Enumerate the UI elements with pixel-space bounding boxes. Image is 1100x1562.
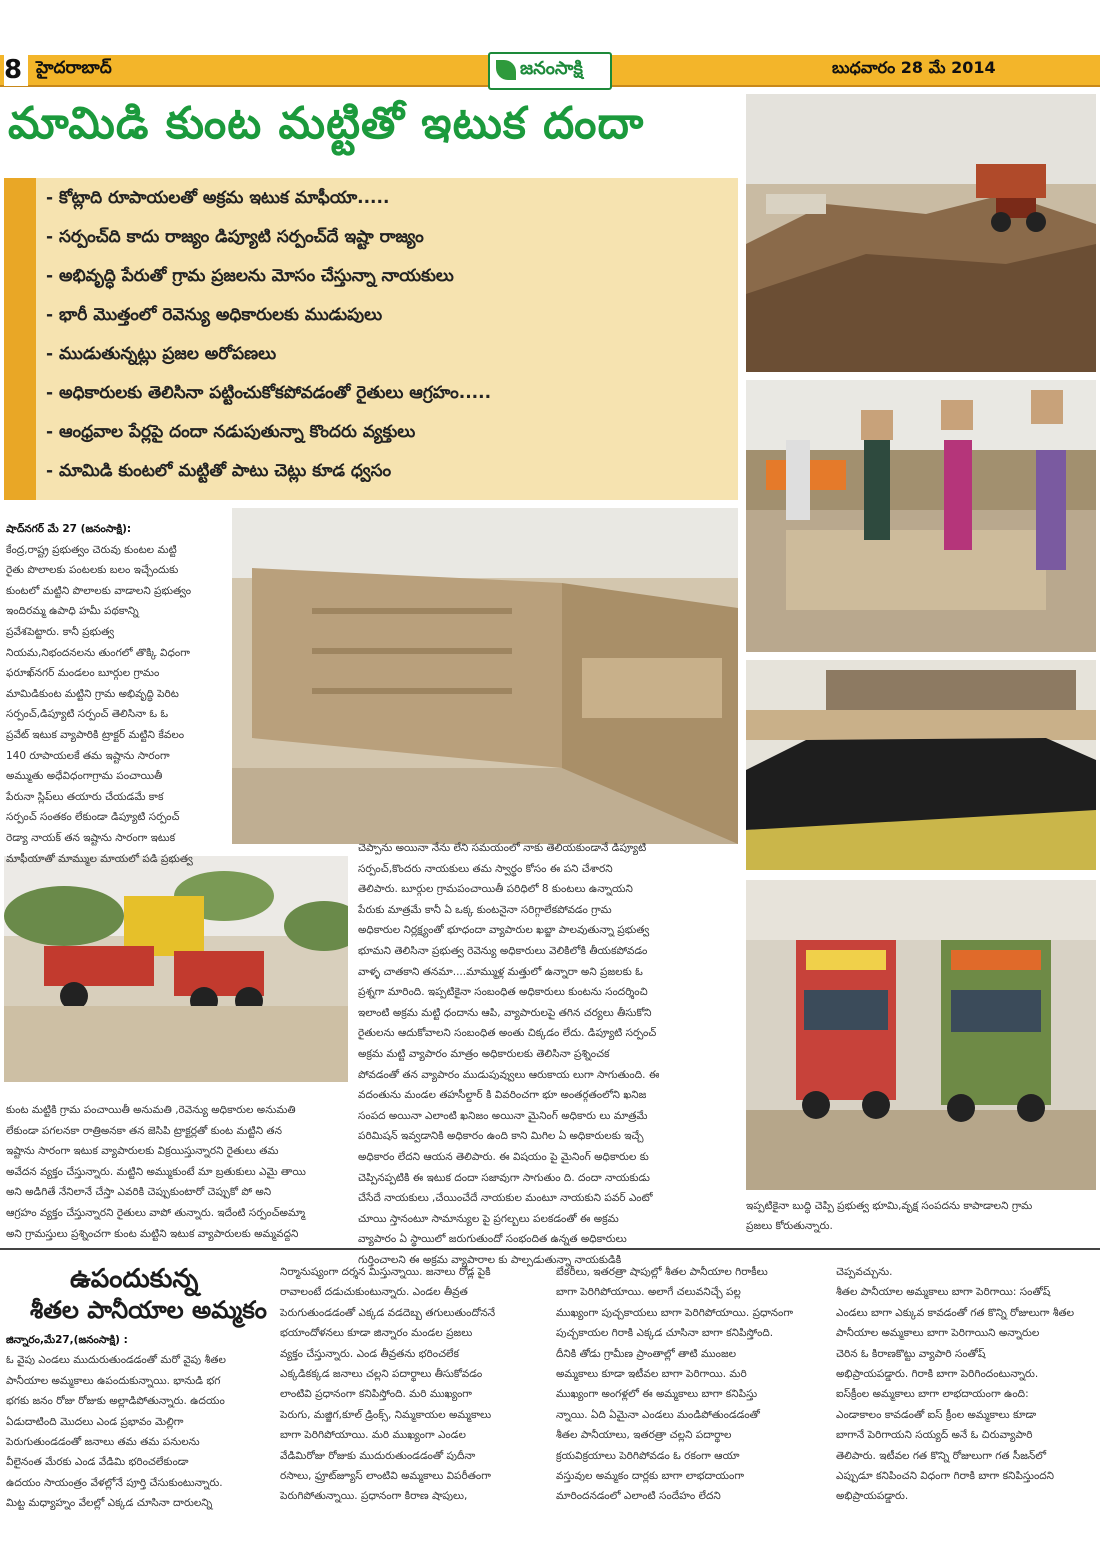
highlight-item: - అధికారులకు తెలిసినా పట్టించుకోకపోవడంతో రైతులు ఆగ్రహం..... xyxy=(46,383,492,403)
highlight-item: - ముడుతున్నట్లు ప్రజల అరోపణలు xyxy=(46,344,277,364)
photo-coal-kiln xyxy=(746,660,1096,870)
article-line: పేరుకు మాత్రమే కానీ ఏ ఒక్క కుంటనైనా సరిగ్గాలేకపోవడం గ్రామ xyxy=(358,903,612,916)
highlight-item: - కోట్లాది రూపాయలతో అక్రమ ఇటుక మాఫీయా..... xyxy=(46,188,390,208)
article-line: ఇష్టాను సారంగా ఇటుక వ్యాపారులకు విక్రయిస్తున్నారని రైతులు తమ xyxy=(6,1145,279,1158)
story2-line: వేడిమిరోజు రోజుకు ముదురుతుండడంతో పుదీనా xyxy=(280,1449,476,1462)
story2-line: భగకు జనం రోజు రోజుకు అల్లాడిపోతున్నారు. ఉదయం xyxy=(6,1395,225,1408)
article-column-2 xyxy=(358,838,738,1270)
article-column-1 xyxy=(6,519,226,869)
article-line: వాళ్ళ చాతకాని తనమా....మామ్ముళ్ల మత్తులో ఉన్నారా అని ప్రజలకు ఓ xyxy=(358,965,643,978)
story2-dateline: జిన్నారం,మే27,(జనంసాక్షి) : xyxy=(6,1334,128,1346)
highlight-item: - మామిడి కుంటలో మట్టితో పాటు చెట్లు కూడ ధ్వసం xyxy=(46,461,392,481)
article-line: అవేదన వ్యక్తం చేస్తున్నారు. మట్టిని అమ్ముకుంటే మా బ్రతుకులు ఎమై తాయి xyxy=(6,1165,306,1178)
story2-line: బేకరీలు, ఇతరత్రా షాపుల్లో శీతల పానీయాల గిరాకీలు xyxy=(556,1266,768,1278)
article-line: మాఫీయాతో మామ్ముల మాయలో పడి ప్రభుత్వ xyxy=(6,852,193,865)
article-line: రైతులను ఆదుకోవాలని సంబంధిత అంతు చిక్కడం లేదు. డిప్యూటి సర్పంచ్ xyxy=(358,1027,657,1040)
story2-line: వస్తువుల అమ్మకం దార్లకు బాగా లాభదాయంగా xyxy=(556,1470,744,1483)
article-line: భూమని తెలిసినా ప్రభుత్వ రెవెన్యు అధికారులు వెలికిలోకి తీయకపోవడం xyxy=(358,944,648,957)
article-line: ఫరూఖ్‌నగర్ మండలం బూర్గుల గ్రామం xyxy=(6,667,160,680)
leaf-icon xyxy=(496,60,516,80)
article-line: అక్రమ మట్టి వ్యాపారం మాత్రం అధికారులకు తెలిసినా ప్రశ్నించక xyxy=(358,1047,610,1060)
story2-line: శీతల పానీయాల అమ్మకాలు బాగా పెరిగాయి: సంతోష్ xyxy=(836,1286,1051,1299)
story2-line: మారిందనడంలో ఎలాంటి సందేహం లేదని xyxy=(556,1490,721,1503)
story2-line: చెరిన ఓ కిరాణకొట్టు వ్యాపారి సంతోష్ xyxy=(836,1347,986,1360)
highlight-item: - భారీ మొత్తంలో రెవెన్యు అధికారులకు ముడుపులు xyxy=(46,305,383,325)
story2-column-2 xyxy=(280,1262,542,1507)
highlights-strip xyxy=(4,178,36,500)
section-divider xyxy=(0,1248,1100,1250)
story2-line: లాంటివి ప్రధానంగా కనిపిస్తోంది. మరి ముఖ్యంగా xyxy=(280,1388,472,1401)
article-column-3 xyxy=(6,1100,348,1244)
caption-line: ఇప్పటికైనా బుద్ధి చెప్పి ప్రభుత్వ భూమి,వృక్ష సంపదను కాపాడాలని గ్రామ xyxy=(746,1200,1033,1212)
main-headline: మామిడి కుంట మట్టితో ఇటుక దందా xyxy=(8,98,645,149)
article-line: కుంట మట్టికి గ్రామ పంచాయితీ అనుమతి ,రెవెన్యు అధికారుల అనుమతి xyxy=(6,1104,296,1116)
article-line: సర్పంచ్,కొందరు నాయకులు తమ స్వార్థం కోసం ఈ పని చేశారని xyxy=(358,862,613,875)
page-number: 8 xyxy=(4,54,28,86)
story2-line: తెలిపారు. ఇటీవల గత కొన్ని రోజులుగా గత సీజన్‌లో xyxy=(836,1449,1047,1462)
story2-line: పుచ్చకాయల గిరాకి ఎక్కడ చూసినా బాగా కనిపిస్తోంది. xyxy=(556,1327,774,1340)
highlights-box xyxy=(4,178,738,500)
story2-headline-2: శీతల పానీయాల అమ్మకం xyxy=(30,1296,267,1324)
story2-line: బాగా పెరిగిపోయాయి. అలాగే చలువనిచ్చే పల్ల xyxy=(556,1286,741,1299)
article-line: అని గ్రామస్తులు ప్రశ్నించగా కుంట మట్టిని ఇటుక వ్యాపారులకు అమ్మవద్దని xyxy=(6,1227,299,1240)
logo-text: జనంసాక్షి xyxy=(520,58,583,79)
article-line: ఆగ్రహం వ్యక్తం చేస్తున్నారని రైతులు వాపో తున్నారు. ఇదేంటి సర్పంచ్‌అమ్మా xyxy=(6,1206,306,1219)
photo-soil-tractor xyxy=(746,94,1096,372)
story2-line: బాగా పెరిగిపోయాయి. మరి ముఖ్యంగా ఎండల xyxy=(280,1429,466,1442)
story2-column-4 xyxy=(836,1262,1096,1507)
story2-line: ఉదయం సాయంత్రం వేళల్లోనే పూర్తి చేసుకుంటున్నారు. xyxy=(6,1476,223,1489)
article-line: నియమ,నిభందనలను తుంగలో తొక్కి విధంగా xyxy=(6,646,190,659)
story2-line: శీతల పానీయాలు, ఇతరత్రా చల్లని పదార్థాల xyxy=(556,1429,732,1442)
story2-line: రావాలంటే దడుచుకుంటున్నారు. ఎండల తీవ్రత xyxy=(280,1286,468,1299)
story2-line: పెరుగు, మజ్జిగ,కూల్ డ్రింక్స్, నిమ్మకాయల అమ్మకాలు xyxy=(280,1408,492,1421)
article-line: పేరునా స్లిప్‌లు తయారు చేయడమే కాక xyxy=(6,790,164,803)
story2-line: నిర్మానుష్యంగా దర్శన మిస్తున్నాయి. జనాలు రోడ్ల పైకి xyxy=(280,1266,491,1278)
story2-line: పెరుగిపోతున్నాయి. ప్రధానంగా కిరాణ షాపులు, xyxy=(280,1490,468,1503)
story2-line: వ్యక్తం చేస్తున్నారు. ఎండ తీవ్రతను భరించలేక xyxy=(280,1347,459,1360)
story2-line: ముఖ్యంగా అంగళ్లలో ఈ అమ్మకాలు బాగా కనిపిస్తు xyxy=(556,1388,758,1401)
story2-headline-1: ఉపందుకున్న xyxy=(70,1264,199,1294)
story2-line: న్నాయి. ఏది ఏమైనా ఎండలు మండిపోతుండడంతో xyxy=(556,1408,760,1421)
story2-column-3 xyxy=(556,1262,822,1507)
article-line: అధికారుల నిర్లక్ష్యంతో భూధందా వ్యాపారుల ఖబ్జా పాలవుతున్నా ప్రభుత్వ xyxy=(358,924,650,937)
article-line: సర్పంచ్,డిప్యూటి సర్పంచ్ తెలిసినా ఓ ఓ xyxy=(6,708,169,721)
article-line: పోవడంతో తన వ్యాపారం ముడుపువ్వులు ఆరుకాయ లుగా సాగుతుంది. ఈ xyxy=(358,1068,660,1081)
story2-line: పానీయాల అమ్మకాలు బాగా పెరిగాయిని అన్నారుల xyxy=(836,1327,1040,1340)
story2-line: క్రయవిక్రయాలు పెరిగిపోవడం ఓ రకంగా ఆయా xyxy=(556,1449,740,1462)
story2-line: అభిప్రాయపడ్డారు. xyxy=(836,1490,909,1503)
article-line: చేసేదే నాయకులు ,చేయించేదే నాయకుల మంటూ నాయకుని పవర్ ఎంటో xyxy=(358,1192,653,1205)
story2-line: వీలైనంత మేరకు ఎండ వేడిమి భరించలేకుండా xyxy=(6,1456,189,1469)
story2-line: ముఖ్యంగా పుచ్చకాయలు బాగా పెరిగిపోయాయి. ప్రధానంగా xyxy=(556,1306,793,1319)
story2-line: ఎప్పుడూ కనిపించని విధంగా గిరాకి బాగా కనిపిస్తుందని xyxy=(836,1470,1055,1483)
article-line: అధికారం లేదని ఆయన తెలిపారు. ఈ విషయం పై మైనింగ్ అధికారుల కు xyxy=(358,1150,649,1163)
story2-line: రసాలు, ఫ్రూట్‌జ్యూస్ లాంటివి అమ్మకాలు విపరీతంగా xyxy=(280,1470,491,1483)
article-line: ఇలాంటి అక్రమ మట్టి ధందాను ఆపి, వ్యాపారులపై తగిన చర్యలు తీసుకోని xyxy=(358,1006,652,1019)
photo-jcb-tractor xyxy=(4,856,348,1082)
photo-trucks xyxy=(746,880,1096,1190)
article-line: రెడ్యా నాయక్ తన ఇష్టాను సారంగా ఇటుక xyxy=(6,831,176,844)
article-line: వ్యాపారం ఏ స్థాయిలో జరుగుతుందో సంభందిత ఉన్నత అధికారులు xyxy=(358,1233,627,1246)
article-line: కేంద్ర,రాష్ట్ర ప్రభుత్వం చెరువు కుంటల మట్టి xyxy=(6,543,177,556)
article-line: కుంటలో మట్టిని పొలాలకు వాడాలని ప్రభుత్వం xyxy=(6,584,192,597)
highlight-item: - సర్పంచ్‌ది కాదు రాజ్యం డిప్యూటి సర్పంచ్‌దే ఇష్టా రాజ్యం xyxy=(46,227,424,247)
article-line: అని అడిగితే నేనిలానే చేస్తా ఎవరికి చెప్పుకుంటారో చెప్పుకో పో అని xyxy=(6,1186,272,1199)
story2-line: అమ్మకాలు కూడా ఇటీవల బాగా పెరిగాయి. మరి xyxy=(556,1368,747,1381)
story2-line: ఓ వైపు ఎండలు ముదురుతుండడంతో మరో వైపు శీతల xyxy=(6,1354,226,1367)
photo-workers-bricks xyxy=(746,380,1096,652)
story2-line: ఐస్‌క్రీంల అమ్మకాలు బాగా లాభదాయంగా ఉంది: xyxy=(836,1388,1029,1401)
article-line: పరిమిషన్ ఇవ్వడానికి అధికారం ఉంది కాని మిగిల ఏ అధికారులకు ఇచ్చే xyxy=(358,1130,644,1143)
article-line: ప్రవేట్ ఇటుక వ్యాపారికి ట్రాక్టర్ మట్టిని కేవలం xyxy=(6,728,185,741)
highlight-item: - అభివృద్ధి పేరుతో గ్రామ ప్రజలను మోసం చేస్తున్నా నాయకులు xyxy=(46,266,454,286)
article-line: 140 రూపాయలకే తమ ఇష్టాను సారంగా xyxy=(6,749,170,762)
story2-line: భయాందోళనలు కూడా జిన్నారం మండల ప్రజలు xyxy=(280,1327,473,1340)
story2-line: అభిప్రాయపడ్డారు. గిరాకి బాగా పెరిగిందంటున్నారు. xyxy=(836,1368,1039,1381)
story2-line: దీనికి తోడు గ్రామీణ ప్రాంతాల్లో తాటి ముంజల xyxy=(556,1347,737,1360)
edition-city: హైదరాబాద్ xyxy=(36,58,112,78)
article-line: అమ్ముతు అధేవిధంగాగ్రామ పంచాయితీ xyxy=(6,770,163,783)
story2-line: చెప్పవచ్చును. xyxy=(836,1266,893,1278)
article-line: రైతు పొలాలకు పంటలకు బలం ఇచ్చేందుకు xyxy=(6,564,179,577)
article-line: తెలిపారు. బూర్గుల గ్రామపంచాయితీ పరిధిలో 8 కుంటలు ఉన్నాయని xyxy=(358,883,633,896)
story2-line: ఎక్కడికక్కడ జనాలు చల్లని పదార్థాలు తీసుకోవడం xyxy=(280,1368,483,1381)
article-line: మామిడికుంట మట్టిని గ్రామ అభివృద్ధి పెరిట xyxy=(6,687,179,700)
story2-line: పానీయాల అమ్మకాలు ఉపందుకున్నాయి. భానుడి భగ xyxy=(6,1374,221,1387)
story2-line: ఎండాకాలం కావడంతో ఐస్ క్రీంల అమ్మకాలు కూడా xyxy=(836,1408,1037,1421)
article-line: చెప్పినప్పటికి ఈ ఇటుక దందా సజావుగా సాగుతుం ది. దందా నాయకుడు xyxy=(358,1171,650,1184)
highlight-item: - ఆంధ్రవాల పేర్లపై దందా నడుపుతున్నా కొందరు వ్యక్తులు xyxy=(46,422,416,442)
article-line: చూయి స్తానంటూ సామాన్యుల పై ప్రగల్బలు పలకడంతో ఈ అక్రమ xyxy=(358,1212,619,1225)
story2-line: ఏడుదాటింది మొదలు ఎండ ప్రభావం మెల్లిగా xyxy=(6,1415,184,1428)
story2-line: పెరుగుతుండడంతో జనాలు తమ తమ పనులను xyxy=(6,1436,200,1449)
article-line: సర్పంచ్ సంతకం లేకుండా డిప్యూటి సర్పంచ్ xyxy=(6,811,180,824)
article-line: వదంతును మండల తహసీల్దార్ కి వివరించగా భూ అంతర్గతంలోని ఖనిజ xyxy=(358,1089,647,1102)
story2-line: మిట్ట మధ్యాహ్నం వేలల్లో ఎక్కడ చూసినా దారులన్ని xyxy=(6,1497,213,1510)
newspaper-logo xyxy=(488,52,612,90)
article-line: ప్రవేశపెట్టారు. కానీ ప్రభుత్వ xyxy=(6,625,115,638)
story2-line: ఎండలు బాగా ఎక్కువ కావడంతో గత కొన్ని రోజులుగా శీతల xyxy=(836,1306,1075,1319)
issue-date: బుధవారం 28 మే 2014 xyxy=(832,58,996,77)
article-line: లేకుండా పగలనకా రాత్రిఅనకా తన జెసిపి ట్రాక్టర్లతో కుంట మట్టిని తన xyxy=(6,1124,282,1137)
article-line: సంపద అయినా ఎలాంటి ఖనిజం అయినా మైనింగ్ అధికారు లు మాత్రమే xyxy=(358,1109,648,1122)
caption-line: ప్రజలు కోరుతున్నారు. xyxy=(746,1220,833,1232)
article-line: గుర్తించాలని ఈ అక్రమ వ్యాపారాల కు పాల్పడుతున్నా నాయకుడికి xyxy=(358,1253,622,1266)
article-line: ఇందిరమ్మ ఉపాధి హమీ పథకాన్ని xyxy=(6,605,139,618)
photo-caption xyxy=(746,1196,1096,1236)
photo-brick-stacks xyxy=(232,508,738,844)
article-line: ప్రశ్నగా మారింది. ఇప్పటికైనా సంబంధిత అధికారులు కుంటను సందర్శించి xyxy=(358,986,648,999)
article-dateline: షాద్‌నగర్ మే 27 (జనంసాక్షి): xyxy=(6,523,132,535)
story2-line: బాగానే పెరిగాయని సయ్యద్ అనే ఓ చిరువ్యాపారి xyxy=(836,1429,1033,1442)
story2-line: పెరుగుతుండడంతో ఎక్కడ వడదెబ్బ తగులుతుందోననే xyxy=(280,1306,496,1319)
story2-column-1 xyxy=(6,1330,268,1514)
article-line: చెప్పాను అయినా నేను లేని సమయంలో నాకు తెలియకుండానే డిప్యూటి xyxy=(358,842,647,854)
